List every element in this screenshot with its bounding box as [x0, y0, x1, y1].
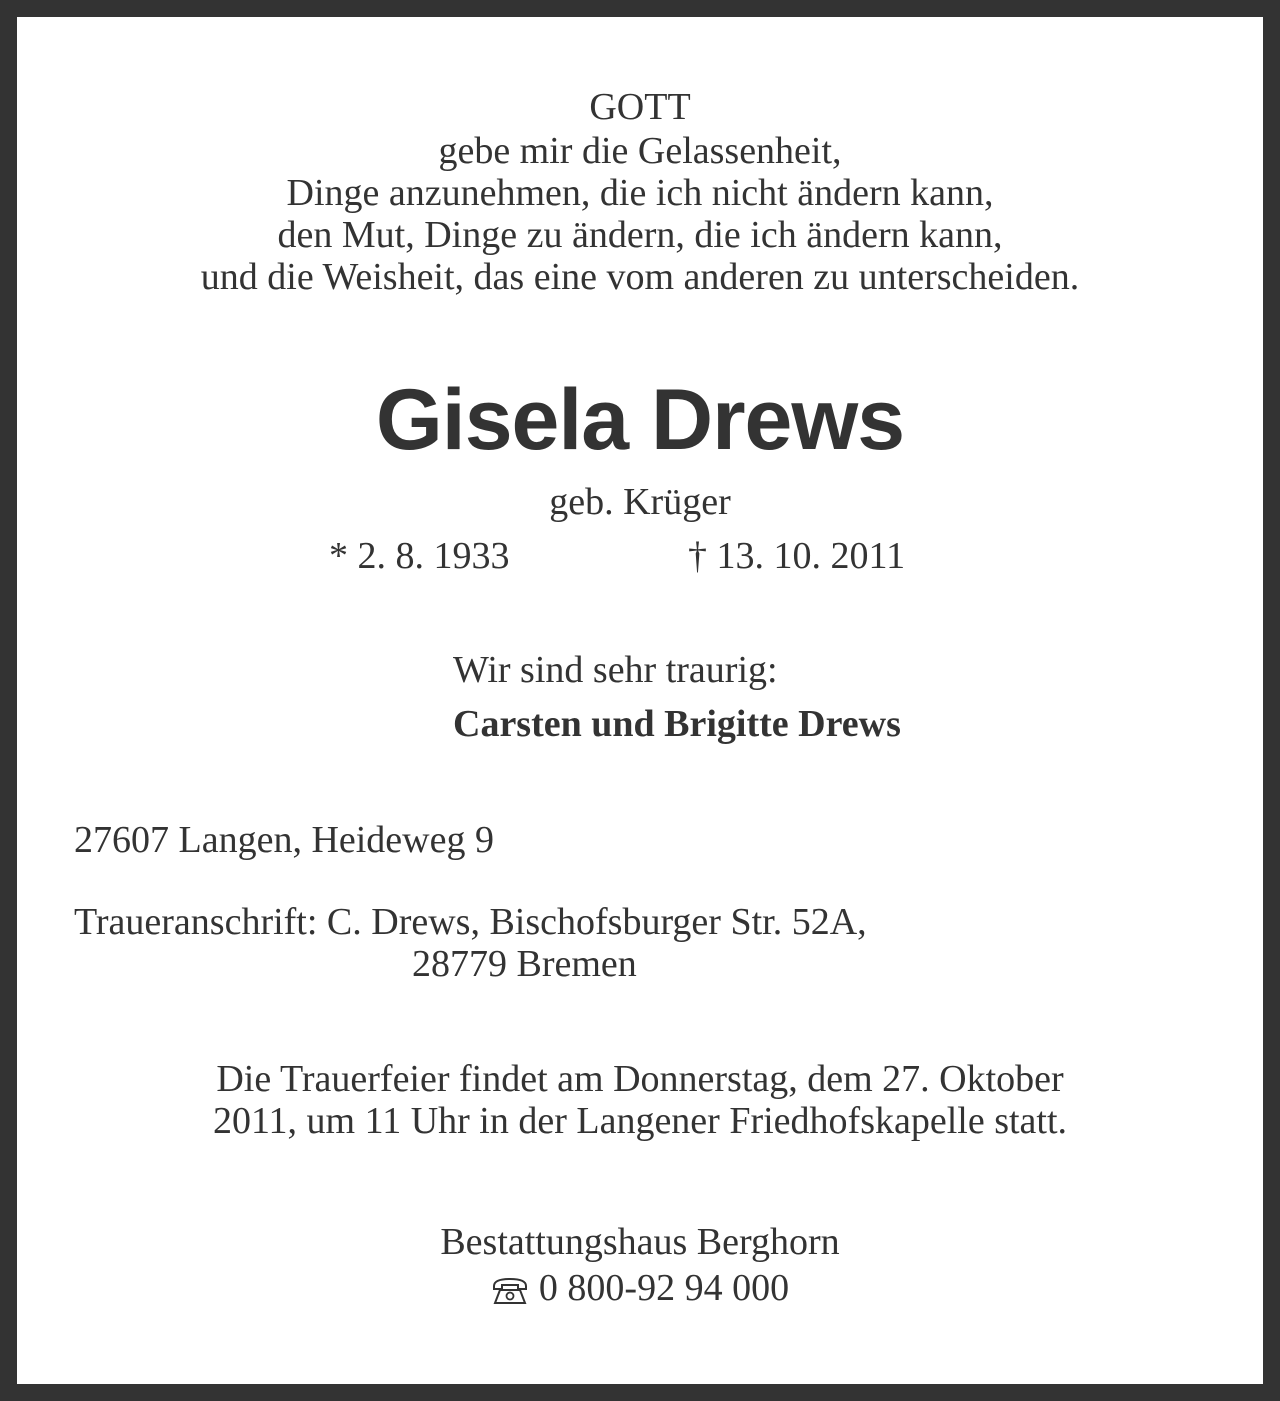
mourners-names: Carsten und Brigitte Drews [453, 703, 901, 745]
mourning-address-line: Traueranschrift: C. Drews, Bischofsburger Str. 52A, [74, 901, 867, 943]
telephone-icon [491, 1272, 529, 1316]
poem-line: gebe mir die Gelassenheit, [438, 130, 842, 172]
deceased-name: Gisela Drews [375, 372, 905, 468]
born-name: geb. Krüger [549, 481, 731, 523]
death-date: † 13. 10. 2011 [688, 535, 906, 577]
poem-line: GOTT [589, 86, 691, 128]
undertaker-name: Bestattungshaus Berghorn [440, 1221, 840, 1263]
poem-line: Dinge anzunehmen, die ich nicht ändern kann, [286, 172, 994, 214]
poem-line: den Mut, Dinge zu ändern, die ich ändern kann, [277, 214, 1003, 256]
home-address: 27607 Langen, Heideweg 9 [74, 819, 494, 861]
undertaker-phone-row [0, 1266, 1280, 1316]
mourning-intro: Wir sind sehr traurig: [453, 649, 778, 691]
ceremony-text: Die Trauerfeier findet am Donnerstag, dem 27. Oktober [216, 1058, 1064, 1100]
mourning-address-line: 28779 Bremen [412, 943, 637, 985]
phone-number: 0 800-92 94 000 [538, 1267, 790, 1309]
poem-line: und die Weisheit, das eine vom anderen zu unterscheiden. [200, 256, 1080, 298]
birth-date: * 2. 8. 1933 [329, 535, 510, 577]
ceremony-text: 2011, um 11 Uhr in der Langener Friedhofskapelle statt. [212, 1100, 1068, 1142]
